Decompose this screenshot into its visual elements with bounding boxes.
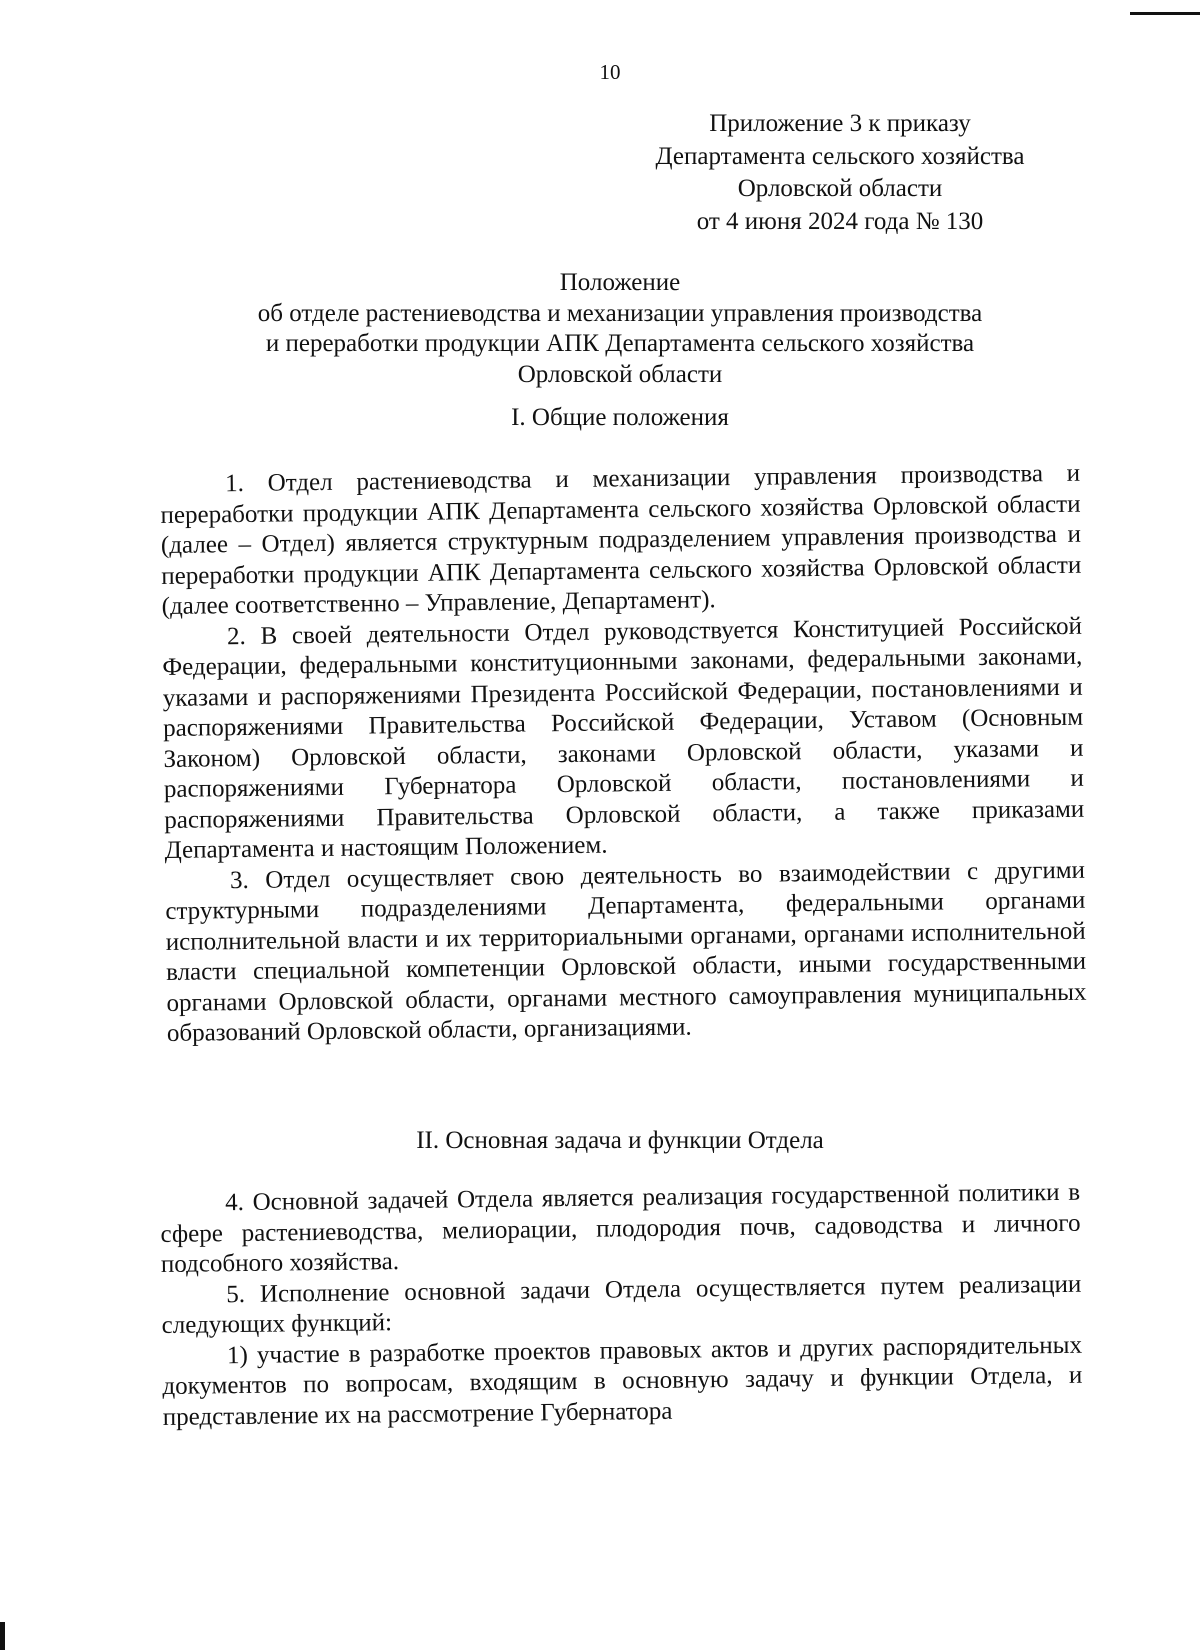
section-heading-tasks: II. Основная задача и функции Отдела <box>416 1127 824 1154</box>
appendix-line: Приложение 3 к приказу <box>709 110 971 137</box>
document-title-line: Орловской области <box>517 360 723 388</box>
paragraph-3: 3. Отдел осуществляет свою деятельность во взаимодействии с другими структурными подразделениями Департамента, федеральными органами исполнительной власти и их территориальными органами, органами исполнительной власти специальной компетенции Орловской области, иными государственными органами Орловской области, органами местного самоуправления муниципальных образований Орловской области, организациями. <box>165 856 1087 1047</box>
paragraph-5: 5. Исполнение основной задачи Отдела осуществляется путем реализации следующих функций: <box>161 1270 1082 1339</box>
document-title-line: об отделе растениеводства и механизации управления производства <box>257 299 983 327</box>
paragraph-1: 1. Отдел растениеводства и механизации управления производства и переработки продукции АПК Департамента сельского хозяйства Орловской области (далее – Отдел) является структурным подразделением управления производства и переработки продукции АПК Департамента сельского хозяйства Орловской области (далее соответственно – Управление, Департамент). <box>160 459 1082 620</box>
paragraph-4: 4. Основной задачей Отдела является реализация государственной политики в сфере растениеводства, мелиорации, плодородия почв, садоводства и личного подсобного хозяйства. <box>160 1178 1081 1278</box>
scan-edge-mark-bottom-left <box>0 1622 5 1650</box>
document-title-line: и переработки продукции АПК Департамента сельского хозяйства <box>265 330 975 357</box>
appendix-line: от 4 июня 2024 года № 130 <box>696 207 984 235</box>
paragraph-2: 2. В своей деятельности Отдел руководствуется Конституцией Российской Федерации, федеральными конституционными законами, федеральными законами, указами и распоряжениями Президента Российской Федерации, постановлениями и распоряжениями Правительства Российской Федерации, Уставом (Основным Законом) Орловской области, законами Орловской области, указами и распоряжениями Губернатора Орловской области, постановлениями и распоряжениями Правительства Орловской области, а также приказами Департамента и настоящим Положением. <box>162 612 1085 864</box>
scan-edge-mark-top-right <box>1130 12 1200 15</box>
document-title <box>160 268 1080 390</box>
appendix-header <box>620 108 1060 238</box>
paragraph-5-item-1: 1) участие в разработке проектов правовых актов и других распорядительных документов по вопросам, входящим в основную задачу и функции Отдела, и представление их на рассмотрение Губернатора <box>162 1331 1083 1431</box>
section-general-body <box>160 459 1087 1050</box>
appendix-line: Орловской области <box>737 175 943 202</box>
section-tasks-body <box>160 1178 1083 1433</box>
section-heading-general: I. Общие положения <box>511 404 729 431</box>
document-title-heading: Положение <box>559 269 681 296</box>
page-number: 10 <box>599 60 621 84</box>
appendix-line: Департамента сельского хозяйства <box>655 142 1025 170</box>
